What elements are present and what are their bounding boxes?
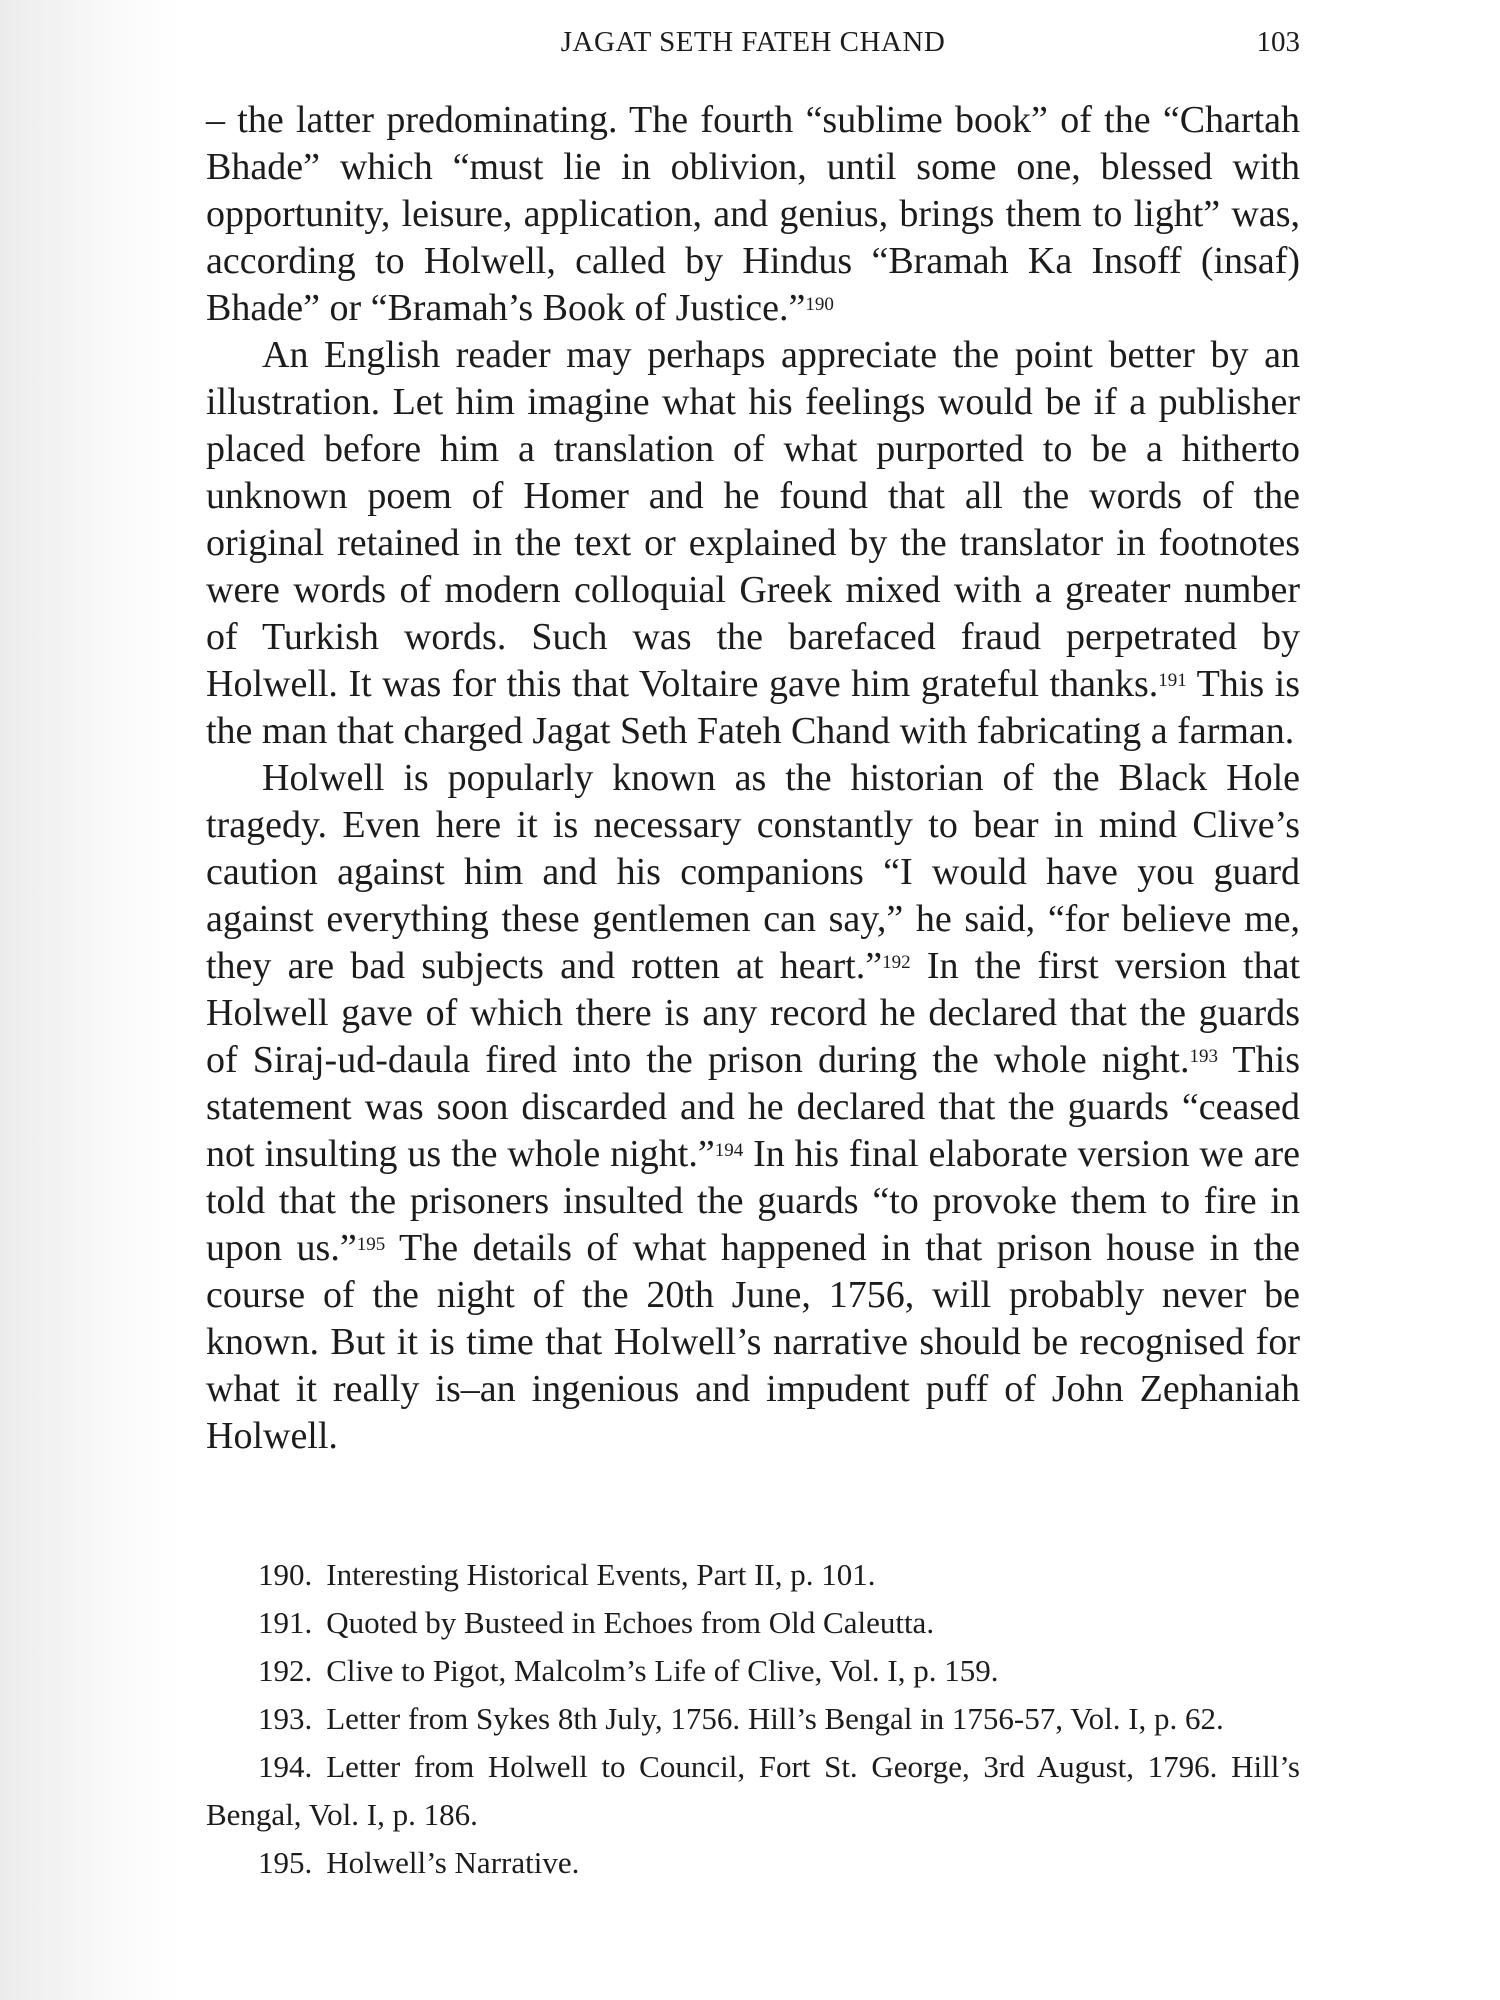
paragraph-2 xyxy=(206,332,1300,755)
page-header xyxy=(206,26,1300,66)
paragraph-text: The details of what happened in that prison house in the course of the night of the 20th June, 1756, will probably never be known. But it is time that Holwell’s narrative should be recognised for what it really is–an ingenious and impudent puff of John Zephaniah Holwell. xyxy=(206,1227,1300,1457)
footnote-text: Quoted by Busteed in Echoes from Old Caleutta. xyxy=(326,1605,935,1640)
footnote-number: 193. xyxy=(258,1701,313,1736)
paragraph-text: In the first version that Holwell gave of which there is any record he declared that the guards of Siraj-ud-daula fired into the prison during the whole night. xyxy=(206,945,1301,1081)
paragraph-text: Holwell is popularly known as the historian of the Black Hole tragedy. Even here it is necessary constantly to bear in mind Clive’s caution against him and his companions “I would have you guard against everything these gentlemen can say,” he said, “for believe me, they are bad subjects and rotten at heart.” xyxy=(206,757,1300,987)
footnote xyxy=(206,1647,1300,1695)
body-text xyxy=(206,97,1300,1460)
footnote xyxy=(206,1599,1300,1647)
paragraph-text: In his final elaborate version we are told that the prisoners insulted the guards “to provoke them to fire in upon us.” xyxy=(206,1133,1300,1269)
footnote-text: Clive to Pigot, Malcolm’s Life of Clive, Vol. I, p. 159. xyxy=(326,1653,999,1688)
footnote-number: 195. xyxy=(258,1845,313,1880)
footnote-ref: 195 xyxy=(356,1233,386,1255)
footnote-number: 190. xyxy=(258,1557,313,1592)
footnotes xyxy=(206,1551,1300,1887)
footnote-text: Letter from Holwell to Council, Fort St. George, 3rd August, 1796. Hill’s Bengal, Vol. I, p. 186. xyxy=(206,1749,1300,1832)
paragraph-text: – the latter predominating. The fourth “sublime book” of the “Chartah Bhade” which “must lie in oblivion, until some one, blessed with opportunity, leisure, application, and genius, brings them to light” was, according to Holwell, called by Hindus “Bramah Ka Insoff (insaf) Bhade” or “Bramah’s Book of Justice.” xyxy=(206,99,1300,329)
page-number: 103 xyxy=(1256,26,1300,58)
footnote-number: 192. xyxy=(258,1653,313,1688)
footnote xyxy=(206,1551,1300,1599)
footnote-text: Letter from Sykes 8th July, 1756. Hill’s Bengal in 1756-57, Vol. I, p. 62. xyxy=(326,1701,1224,1736)
footnote-number: 191. xyxy=(258,1605,313,1640)
footnote-ref: 193 xyxy=(1189,1045,1218,1067)
paragraph-3 xyxy=(206,755,1300,1460)
footnote-ref: 190 xyxy=(805,293,834,315)
footnote-text: Interesting Historical Events, Part II, p. 101. xyxy=(326,1557,876,1592)
paragraph-text: An English reader may perhaps appreciate the point better by an illustration. Let him imagine what his feelings would be if a publisher placed before him a translation of what purported to be a hitherto unknown poem of Homer and he found that all the words of the original retained in the text or explained by the translator in footnotes were words of modern colloquial Greek mixed with a greater number of Turkish words. Such was the barefaced fraud perpetrated by Holwell. It was for this that Voltaire gave him grateful thanks. xyxy=(206,334,1300,705)
footnote-text: Holwell’s Narrative. xyxy=(326,1845,580,1880)
paragraph-1 xyxy=(206,97,1300,332)
paragraph-text: This is the man that charged Jagat Seth Fateh Chand with fabricating a farman. xyxy=(206,663,1301,752)
footnote xyxy=(206,1743,1300,1839)
footnote-ref: 192 xyxy=(882,951,911,973)
footnote xyxy=(206,1839,1300,1887)
footnote xyxy=(206,1695,1300,1743)
footnote-number: 194. xyxy=(258,1749,313,1784)
footnote-ref: 194 xyxy=(714,1139,744,1161)
footnote-ref: 191 xyxy=(1158,669,1187,691)
running-title: JAGAT SETH FATEH CHAND xyxy=(560,26,946,58)
paragraph-text: This statement was soon discarded and he declared that the guards “ceased not insulting us the whole night.” xyxy=(206,1039,1300,1175)
